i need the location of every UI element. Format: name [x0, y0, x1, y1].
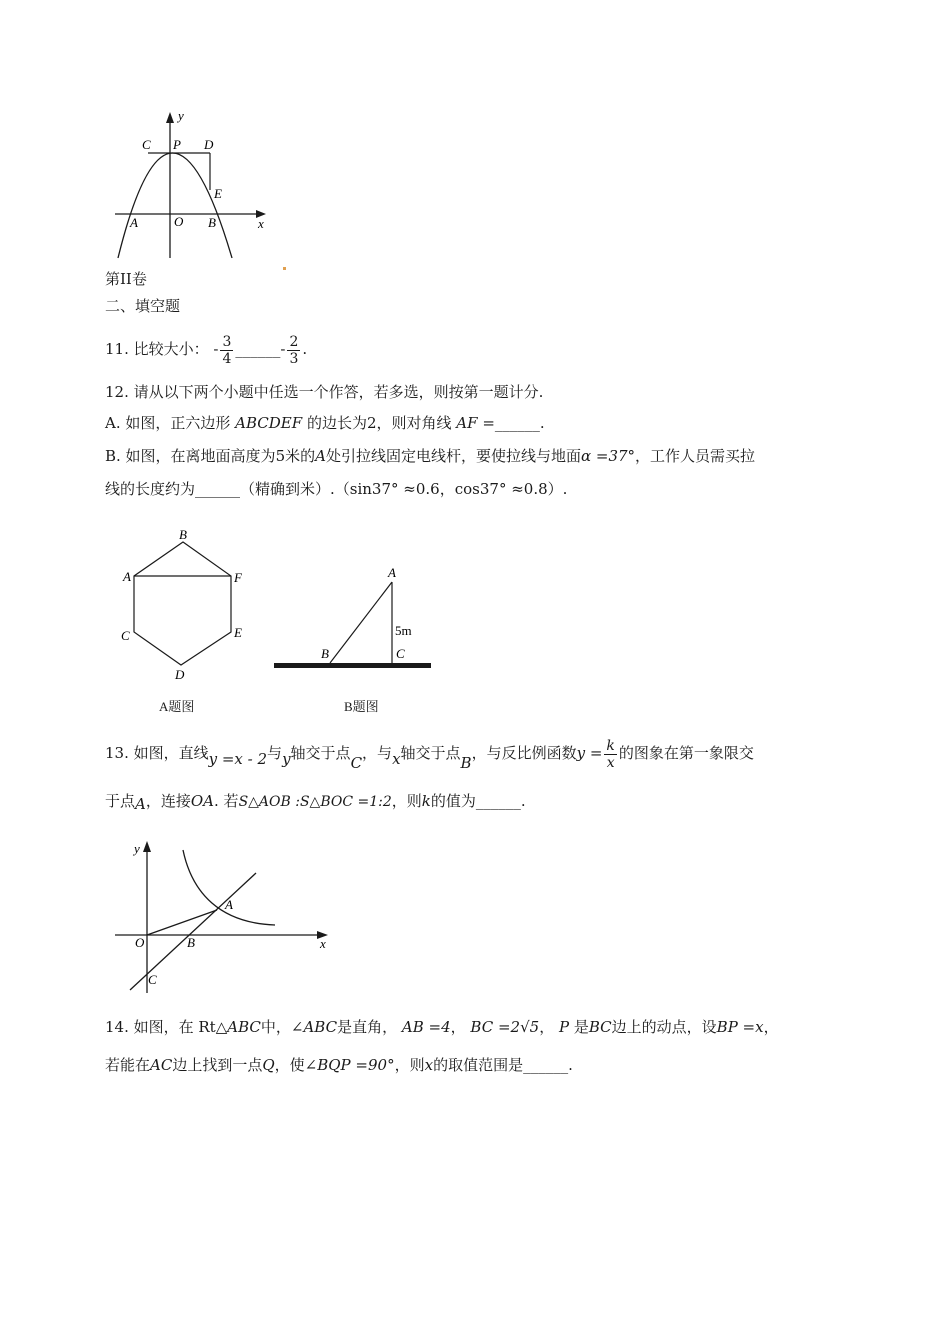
- denominator: 3: [289, 350, 299, 367]
- q14-triangle: ABC: [227, 1018, 261, 1036]
- q12b-text-c: 处引拉线固定电线杆，要使拉线与地面: [325, 447, 581, 465]
- tri-label-a: A: [388, 565, 396, 580]
- segment-oa: [147, 910, 217, 935]
- fraction-k-over-x: [604, 738, 616, 771]
- tri-label-c: C: [396, 646, 405, 661]
- q12a-hexagon-name: ABCDEF: [235, 414, 303, 432]
- q12b-text-e: 线的长度约为______（精确到米）.（: [105, 480, 350, 498]
- question-12b-line2: [105, 479, 567, 499]
- volume-heading: 第II卷: [105, 270, 147, 288]
- q14-text-8: ，: [763, 1018, 779, 1036]
- tri-label-b: B: [321, 646, 329, 661]
- q13-k: k: [421, 792, 431, 810]
- q13-text-5: 轴交于点: [400, 744, 461, 762]
- q11-blank: ______: [235, 340, 281, 358]
- q13-line-equation: y =x - 2: [208, 750, 268, 768]
- tri-label-h: 5m: [395, 623, 412, 638]
- q12a-eq: =: [482, 414, 495, 432]
- q14-bp: BP =x: [716, 1018, 764, 1036]
- q12a-text2: 的边长为: [306, 414, 367, 432]
- numerator: k: [606, 737, 615, 754]
- wire-ab: [330, 582, 392, 663]
- q13-text-6: ，与反比例函数: [471, 744, 577, 762]
- fig13-label-c: C: [148, 972, 157, 987]
- q14-text-13: 的取值范围是______.: [433, 1056, 573, 1074]
- fig13-label-b: B: [187, 935, 195, 950]
- q12b-text-b: 米的: [285, 447, 316, 465]
- pole-triangle-figure: [270, 560, 435, 675]
- q14-text-9: 若能在: [105, 1056, 151, 1074]
- q12a-text3: ，则对角线: [376, 414, 452, 432]
- q14-x: x: [424, 1056, 434, 1074]
- question-14-line1: [105, 1017, 779, 1037]
- q13-y-eq: y =: [576, 744, 603, 762]
- q13-point-c: C: [350, 754, 363, 772]
- q12b-height: 5: [275, 447, 286, 465]
- q11-minus-2: -: [280, 340, 286, 358]
- q13-point-b: B: [460, 754, 472, 772]
- hex-label-b: B: [179, 527, 187, 542]
- q12b-point-a: A: [315, 447, 326, 465]
- label-a: A: [130, 215, 138, 230]
- hex-label-d: D: [175, 667, 185, 682]
- numerator: 3: [222, 333, 232, 350]
- q14-text-7: 边上的动点，设: [611, 1018, 717, 1036]
- hex-label-f: F: [234, 570, 242, 585]
- ground: [274, 663, 431, 668]
- q14-text-12: ，则: [394, 1056, 425, 1074]
- q14-text-4: ，: [450, 1018, 466, 1036]
- q12b-text-f: ）.: [547, 480, 568, 498]
- q13-y: y: [282, 750, 291, 768]
- label-p: P: [173, 137, 181, 152]
- q12b-angle: α =37°: [580, 447, 636, 465]
- q13-text-4: ，与: [362, 744, 393, 762]
- question-13-line2: [105, 791, 526, 812]
- hexagon: [134, 542, 231, 665]
- q14-text-1: 14. 如图，在 Rt△: [105, 1018, 228, 1036]
- q13-text-12: 的值为______.: [430, 792, 526, 810]
- q13-text-1: 13. 如图，直线: [105, 744, 209, 762]
- q14-text-6: 是: [573, 1018, 589, 1036]
- label-x: x: [258, 216, 264, 231]
- q13-text-3: 轴交于点: [290, 744, 351, 762]
- question-11: [105, 330, 307, 368]
- fig13-label-y: y: [134, 841, 140, 856]
- q13-point-a: A: [135, 795, 146, 813]
- label-y: y: [178, 108, 184, 123]
- hex-label-e: E: [234, 625, 242, 640]
- question-12b-line1: [105, 446, 755, 466]
- q13-area-ratio: S△AOB :S△BOC =1:2: [238, 794, 392, 810]
- q12b-cos: cos37° ≈0.8: [454, 480, 548, 498]
- hyperbola-curve: [183, 850, 275, 925]
- hex-label-c: C: [121, 628, 130, 643]
- y-axis-arrow: [166, 112, 174, 123]
- y-axis-arrow: [143, 841, 151, 852]
- q14-point-q: Q: [262, 1056, 275, 1074]
- q12b-sep: ，: [439, 480, 455, 498]
- q14-side-bc: BC: [588, 1018, 612, 1036]
- q14-text-10: 边上找到一点: [172, 1056, 263, 1074]
- question-12-intro: 12. 请从以下两个小题中任选一个作答，若多选，则按第一题计分.: [105, 383, 544, 401]
- q14-text-2: 中，: [260, 1018, 291, 1036]
- question-14-line2: [105, 1055, 573, 1075]
- fraction-two-thirds: [287, 334, 300, 367]
- q11-end: .: [302, 340, 308, 358]
- label-d: D: [204, 137, 214, 152]
- q11-prefix: 11. 比较大小：: [105, 340, 209, 358]
- question-13-line1: [105, 733, 754, 773]
- q14-bc: BC =2√5: [470, 1018, 540, 1036]
- q13-text-7: 的图象在第一象限交: [618, 744, 754, 762]
- q14-point-p: P: [558, 1018, 570, 1036]
- q14-ab: AB =4: [401, 1018, 451, 1036]
- q12b-sin: sin37° ≈0.6: [349, 480, 440, 498]
- fig13-label-a: A: [225, 897, 233, 912]
- triangle-caption: B题图: [344, 699, 379, 714]
- q14-angle-bqp: ∠BQP =90°: [304, 1056, 395, 1074]
- q12a-diagonal: AF: [456, 414, 478, 432]
- q13-text-2: 与: [267, 744, 283, 762]
- fig13-label-o: O: [135, 935, 145, 950]
- label-b: B: [208, 215, 216, 230]
- q12b-text-a: B. 如图，在离地面高度为: [105, 447, 276, 465]
- fraction-three-quarters: [220, 334, 233, 367]
- q14-side-ac: AC: [150, 1056, 173, 1074]
- q14-text-5: ，: [539, 1018, 555, 1036]
- hexagon-figure: [115, 525, 255, 685]
- q13-text-10: . 若: [214, 792, 239, 810]
- label-c: C: [142, 137, 151, 152]
- q12b-text-d: ，工作人员需买拉: [635, 447, 756, 465]
- numerator: 2: [289, 333, 299, 350]
- q12a-blank: ______.: [494, 414, 545, 432]
- q11-minus-1: -: [213, 340, 219, 358]
- q13-segment-oa: OA: [190, 792, 215, 810]
- parabola-figure: [110, 108, 280, 263]
- q14-angle: ∠ABC: [290, 1018, 338, 1036]
- section-heading: 二、填空题: [105, 297, 181, 315]
- fig13-label-x: x: [320, 936, 326, 951]
- parabola-curve: [118, 153, 232, 258]
- label-e: E: [214, 186, 222, 201]
- q14-text-3: 是直角，: [337, 1018, 398, 1036]
- hexagon-caption: A题图: [159, 699, 195, 714]
- hyperbola-figure: [110, 838, 340, 998]
- q14-text-11: ，使: [274, 1056, 305, 1074]
- q13-x: x: [392, 750, 401, 768]
- question-12a: [105, 413, 545, 433]
- q13-text-9: ，连接: [145, 792, 191, 810]
- q12a-text: A. 如图，正六边形: [105, 414, 231, 432]
- q13-text-11: ，则: [391, 792, 422, 810]
- denominator: x: [606, 754, 615, 771]
- label-o: O: [174, 214, 184, 229]
- hex-label-a: A: [123, 569, 131, 584]
- orange-dot: [283, 267, 286, 270]
- denominator: 4: [222, 350, 232, 367]
- q13-text-8: 于点: [105, 792, 136, 810]
- q12a-side: 2: [366, 414, 377, 432]
